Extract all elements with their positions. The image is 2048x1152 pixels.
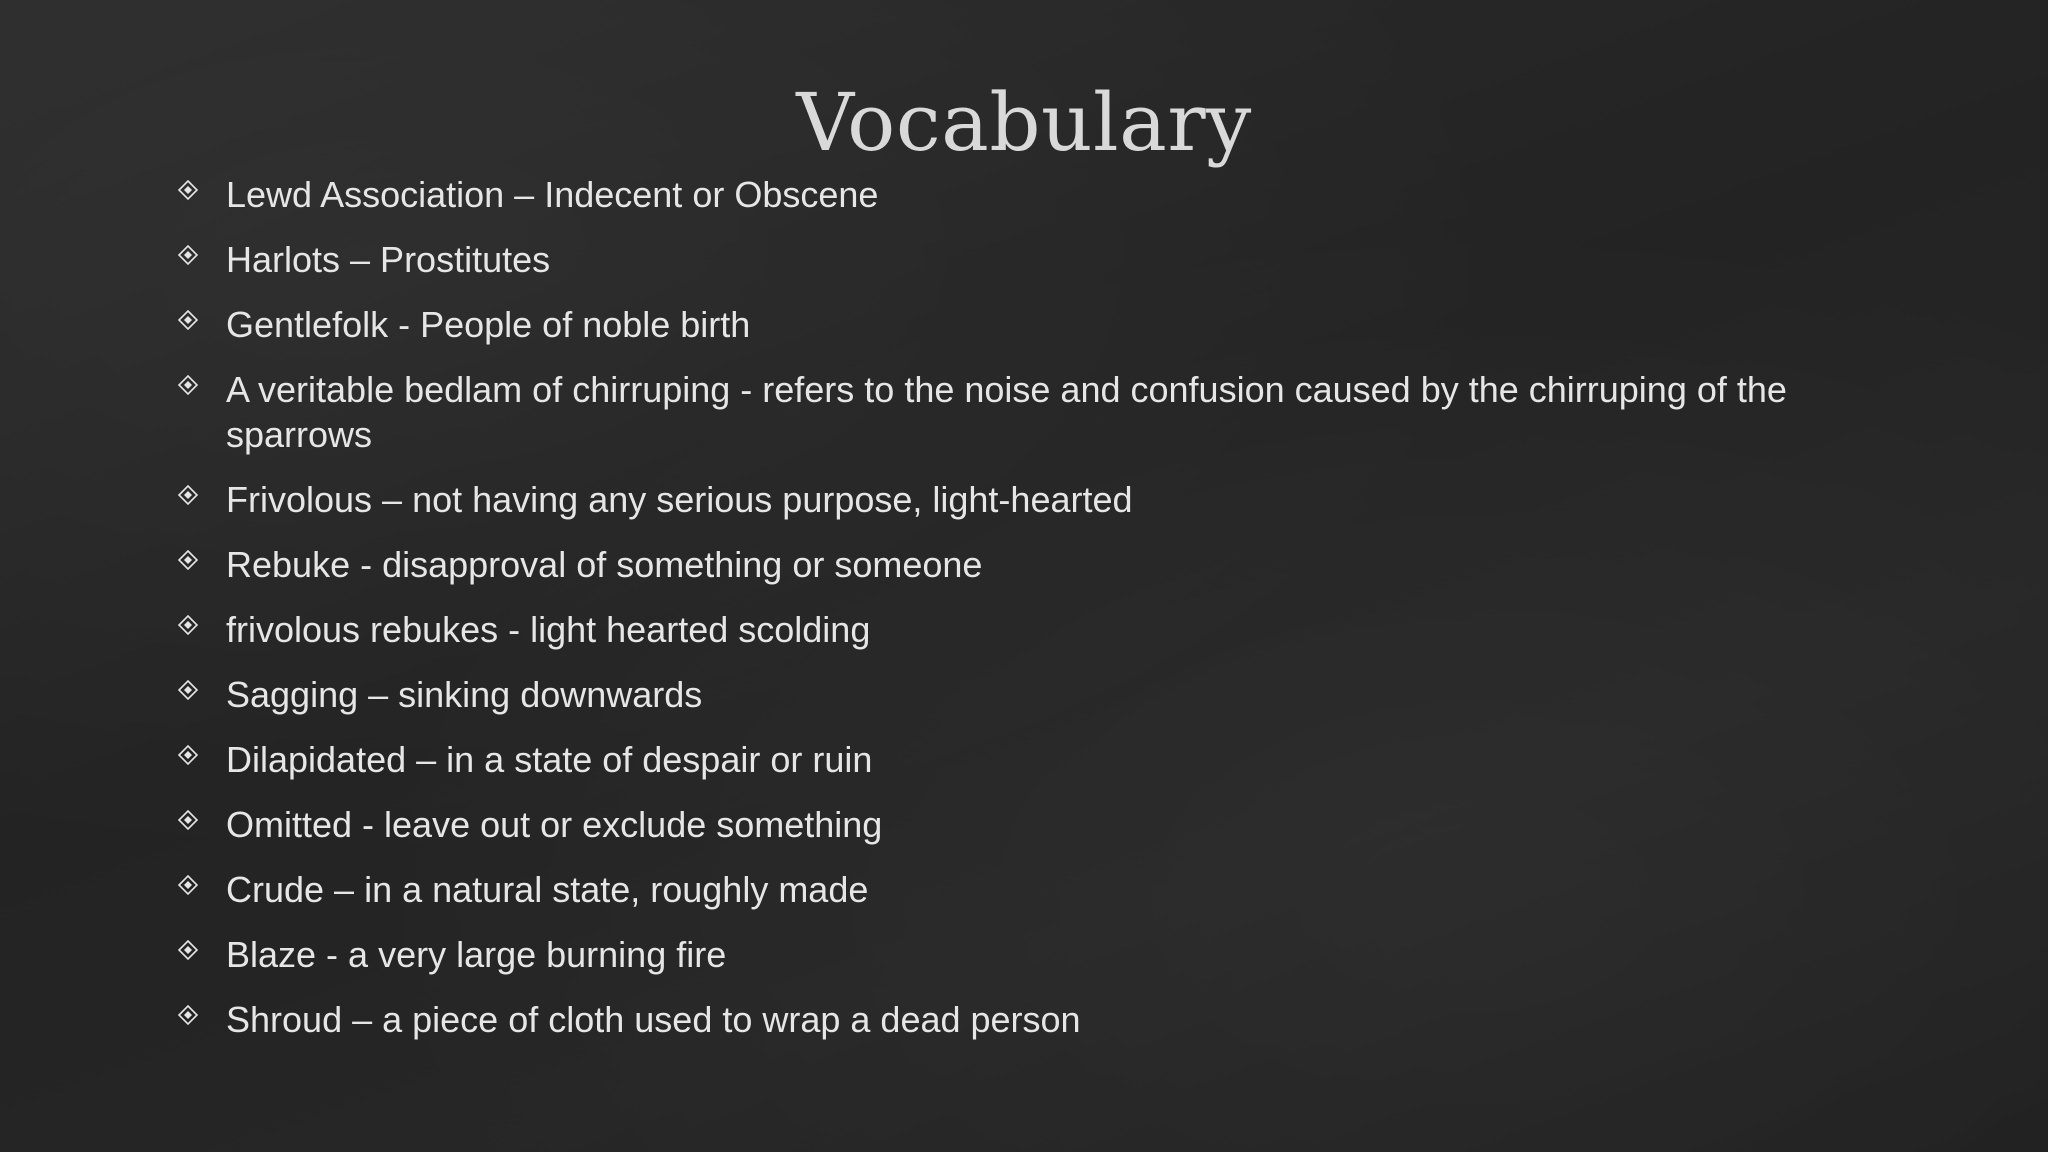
vocabulary-list: [178, 172, 1878, 1062]
diamond-bullet-icon: [178, 1005, 198, 1025]
list-item-text: Omitted - leave out or exclude something: [226, 804, 883, 845]
list-item: [178, 237, 1878, 282]
diamond-bullet-icon: [178, 245, 198, 265]
list-item: [178, 302, 1878, 347]
diamond-bullet-icon: [178, 485, 198, 505]
list-item-text: Harlots – Prostitutes: [226, 239, 551, 280]
list-item: [178, 367, 1878, 457]
list-item-text: A veritable bedlam of chirruping - refers to the noise and confusion caused by the chirruping of the sparrows: [226, 369, 1787, 455]
list-item-text: Lewd Association – Indecent or Obscene: [226, 174, 879, 215]
list-item: [178, 672, 1878, 717]
list-item: [178, 867, 1878, 912]
diamond-bullet-icon: [178, 310, 198, 330]
list-item-text: Frivolous – not having any serious purpose, light-hearted: [226, 479, 1133, 520]
list-item-text: frivolous rebukes - light hearted scolding: [226, 609, 871, 650]
diamond-bullet-icon: [178, 180, 198, 200]
list-item: [178, 172, 1878, 217]
diamond-bullet-icon: [178, 375, 198, 395]
list-item: [178, 802, 1878, 847]
list-item-text: Dilapidated – in a state of despair or ruin: [226, 739, 873, 780]
list-item-text: Blaze - a very large burning fire: [226, 934, 727, 975]
diamond-bullet-icon: [178, 550, 198, 570]
list-item-text: Shroud – a piece of cloth used to wrap a dead person: [226, 999, 1081, 1040]
list-item-text: Crude – in a natural state, roughly made: [226, 869, 869, 910]
list-item: [178, 932, 1878, 977]
diamond-bullet-icon: [178, 875, 198, 895]
list-item: [178, 542, 1878, 587]
diamond-bullet-icon: [178, 940, 198, 960]
list-item: [178, 737, 1878, 782]
diamond-bullet-icon: [178, 680, 198, 700]
slide-title: Vocabulary: [796, 76, 1252, 169]
list-item-text: Rebuke - disapproval of something or someone: [226, 544, 983, 585]
list-item-text: Sagging – sinking downwards: [226, 674, 703, 715]
diamond-bullet-icon: [178, 615, 198, 635]
diamond-bullet-icon: [178, 745, 198, 765]
list-item-text: Gentlefolk - People of noble birth: [226, 304, 751, 345]
diamond-bullet-icon: [178, 810, 198, 830]
list-item: [178, 477, 1878, 522]
list-item: [178, 607, 1878, 652]
list-item: [178, 997, 1878, 1042]
